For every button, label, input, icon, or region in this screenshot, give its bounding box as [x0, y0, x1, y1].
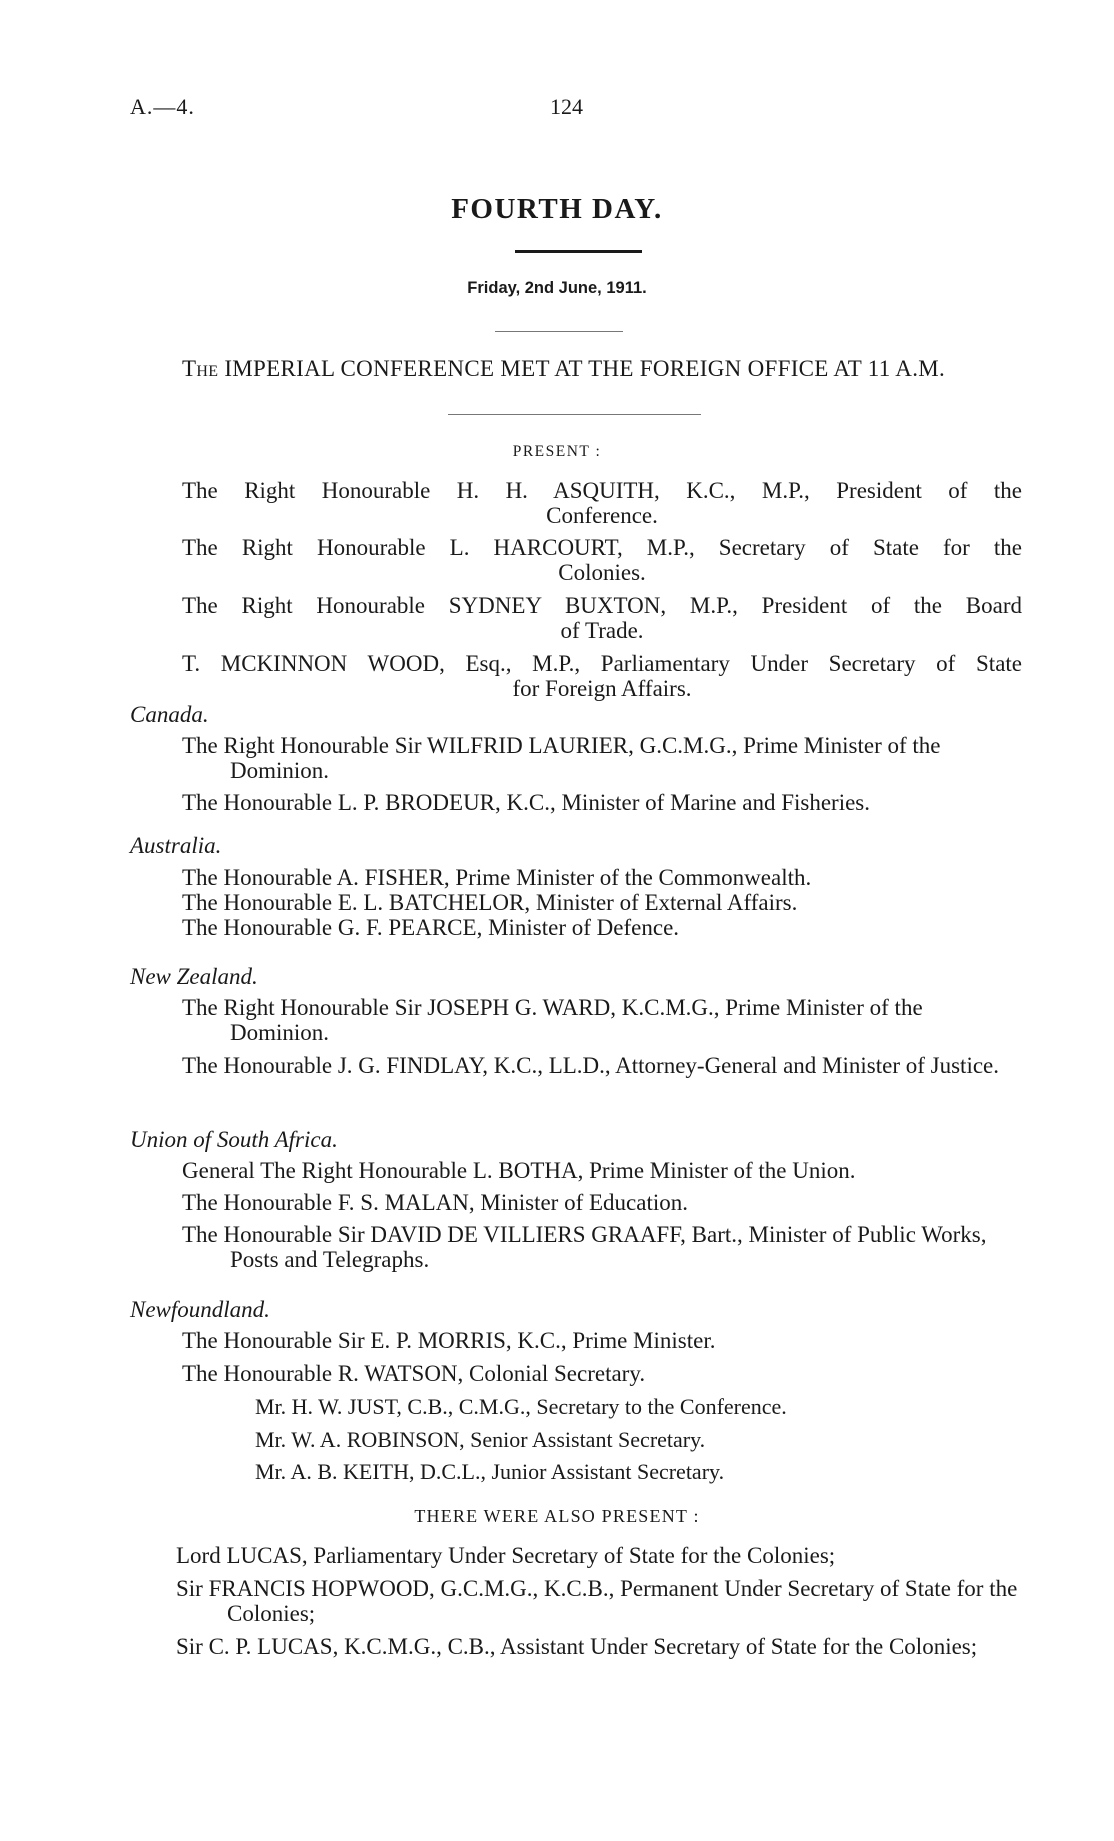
country-heading: Newfoundland.	[130, 1297, 270, 1322]
delegate-entry: The Honourable Sir DAVID DE VILLIERS GRAAFF, Bart., Minister of Public Works, Posts and Telegraphs.	[182, 1222, 987, 1272]
member-entry	[182, 535, 1022, 585]
delegate-entry: The Honourable E. L. BATCHELOR, Minister of External Affairs.	[182, 890, 798, 915]
delegate-entry: The Honourable L. P. BRODEUR, K.C., Minister of Marine and Fisheries.	[182, 790, 871, 815]
also-present-entry: Lord LUCAS, Parliamentary Under Secretary of State for the Colonies;	[176, 1543, 836, 1568]
member-line: The Right Honourable L. HARCOURT, M.P., Secretary of State for the	[182, 535, 1022, 560]
present-heading: PRESENT :	[512, 443, 602, 460]
page-number: 124	[550, 94, 583, 119]
member-entry	[182, 593, 1022, 643]
delegate-entry: The Honourable A. FISHER, Prime Minister of the Commonwealth.	[182, 865, 812, 890]
delegate-entry: The Honourable G. F. PEARCE, Minister of Defence.	[182, 915, 680, 940]
delegate-entry: The Right Honourable Sir JOSEPH G. WARD, K.C.M.G., Prime Minister of the Dominion.	[182, 995, 923, 1045]
member-line-continued: for Foreign Affairs.	[512, 676, 692, 701]
country-heading: Australia.	[130, 833, 222, 858]
secretariat-entry: Mr. H. W. JUST, C.B., C.M.G., Secretary to the Conference.	[255, 1394, 787, 1419]
member-entry	[182, 478, 1022, 528]
member-entry	[182, 651, 1022, 701]
title-rule	[515, 250, 642, 253]
page-title: FOURTH DAY.	[451, 193, 663, 225]
divider-rule	[495, 331, 623, 332]
member-line: T. MCKINNON WOOD, Esq., M.P., Parliamentary Under Secretary of State	[182, 651, 1022, 676]
also-present-entry: Sir FRANCIS HOPWOOD, G.C.M.G., K.C.B., Permanent Under Secretary of State for the Colonies;	[176, 1576, 1018, 1626]
also-present-entry: Sir C. P. LUCAS, K.C.M.G., C.B., Assistant Under Secretary of State for the Colonies;	[176, 1634, 978, 1659]
delegate-entry: The Honourable J. G. FINDLAY, K.C., LL.D., Attorney-General and Minister of Justice.	[182, 1053, 1000, 1078]
meeting-date: Friday, 2nd June, 1911.	[467, 279, 647, 297]
also-present-heading: THERE WERE ALSO PRESENT :	[414, 1506, 700, 1526]
delegate-entry: The Honourable Sir E. P. MORRIS, K.C., Prime Minister.	[182, 1328, 716, 1353]
meeting-statement: The IMPERIAL CONFERENCE MET AT THE FOREIGN OFFICE AT 11 A.M.	[182, 356, 946, 381]
divider-rule	[448, 414, 701, 415]
country-heading: Canada.	[130, 702, 209, 727]
secretariat-entry: Mr. W. A. ROBINSON, Senior Assistant Secretary.	[255, 1427, 706, 1452]
document-reference: A.—4.	[130, 94, 195, 119]
secretariat-entry: Mr. A. B. KEITH, D.C.L., Junior Assistant Secretary.	[255, 1459, 725, 1484]
delegate-entry: General The Right Honourable L. BOTHA, Prime Minister of the Union.	[182, 1158, 856, 1183]
member-line-continued: Colonies.	[558, 560, 646, 585]
delegate-entry: The Honourable R. WATSON, Colonial Secretary.	[182, 1361, 646, 1386]
delegate-entry: The Right Honourable Sir WILFRID LAURIER, G.C.M.G., Prime Minister of the Dominion.	[182, 733, 941, 783]
member-line: The Right Honourable H. H. ASQUITH, K.C., M.P., President of the	[182, 478, 1022, 503]
member-line-continued: Conference.	[546, 503, 658, 528]
delegate-entry: The Honourable F. S. MALAN, Minister of Education.	[182, 1190, 688, 1215]
member-line: The Right Honourable SYDNEY BUXTON, M.P., President of the Board	[182, 593, 1022, 618]
member-line-continued: of Trade.	[560, 618, 644, 643]
country-heading: New Zealand.	[130, 964, 258, 989]
country-heading: Union of South Africa.	[130, 1127, 338, 1152]
